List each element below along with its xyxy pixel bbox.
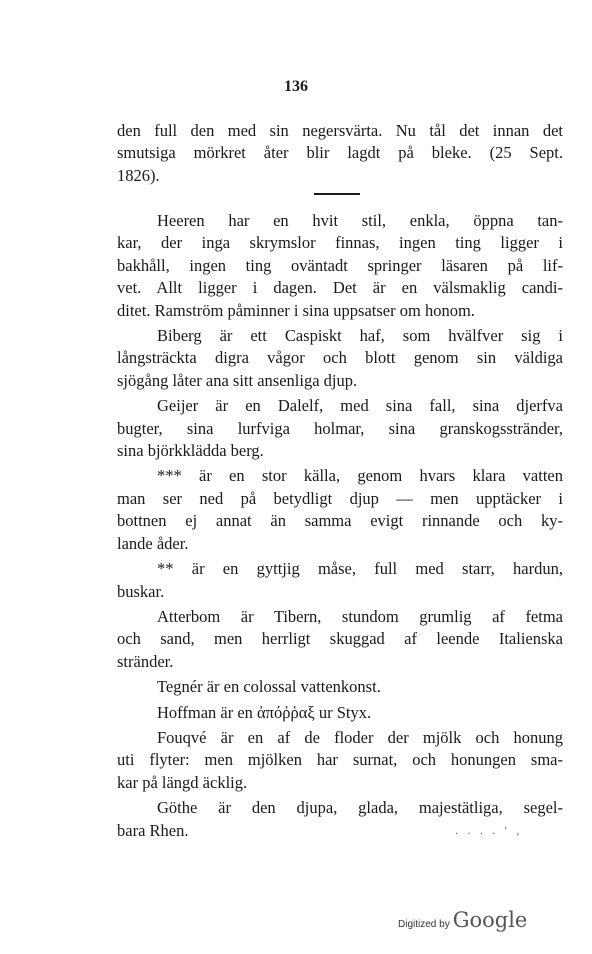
text-line: Fouqvé är en af de floder der mjölk och honung — [157, 727, 563, 747]
paragraph — [117, 676, 563, 698]
text-line: bara Rhen. — [117, 820, 189, 840]
text-line: och sand, men herrligt skuggad af leende Italienska — [117, 629, 563, 649]
paragraph — [117, 558, 563, 603]
text-line: man ser ned på betydligt djup — men upptäcker i — [117, 488, 563, 508]
text-line: *** är en stor källa, genom hvars klara vatten — [157, 466, 563, 486]
intro-text — [117, 120, 563, 187]
digitized-watermark — [398, 908, 527, 932]
paragraph — [117, 702, 563, 724]
text-line: Hoffman är en ἀπόῤῥαξ ur Styx. — [157, 702, 372, 722]
text-line: Heeren har en hvit stil, enkla, öppna tan- — [157, 211, 563, 230]
text-line: buskar. — [117, 581, 165, 601]
text-line: långsträckta digra vågor och blott genom sin väldiga — [117, 348, 563, 368]
text-line: Göthe är den djupa, glada, majestätliga, segel- — [157, 798, 563, 818]
text-line: sina björkklädda berg. — [117, 441, 264, 461]
text-line: smutsiga mörkret åter blir lagdt på bleke. (25 Sept. — [117, 143, 563, 163]
text-line: uti flyter: men mjölken har surnat, och honungen sma- — [117, 750, 563, 770]
text-line: stränder. — [117, 651, 174, 671]
text-line: lande åder. — [117, 533, 189, 553]
text-line: kar på längd äcklig. — [117, 772, 248, 792]
digitized-prefix: Digitized by — [398, 919, 450, 930]
text-line: ** är en gyttjig måse, full med starr, hardun, — [157, 559, 563, 579]
footer-mark: . . . . ' , — [455, 826, 523, 837]
text-line: sjögång låter ana sitt ansenliga djup. — [117, 370, 358, 390]
page-number: 136 — [284, 78, 308, 95]
body-text — [117, 210, 563, 845]
text-line: Atterbom är Tibern, stundom grumlig af fetma — [157, 606, 563, 626]
paragraph — [117, 325, 563, 392]
google-logo: Google — [452, 908, 528, 932]
paragraph — [117, 606, 563, 673]
text-line: den full den med sin negersvärta. Nu tål det innan det — [117, 121, 563, 140]
text-line: ditet. Ramström påminner i sina uppsatser om honom. — [117, 300, 475, 320]
paragraph — [117, 465, 563, 555]
text-line: Tegnér är en colossal vattenkonst. — [157, 677, 381, 697]
text-line: Biberg är ett Caspiskt haf, som hvälfver sig i — [157, 326, 563, 346]
text-line: bugter, sina lurfviga holmar, sina granskogsstränder, — [117, 418, 563, 438]
text-line: vet. Allt ligger i dagen. Det är en välsmaklig candi- — [117, 278, 563, 298]
text-line: bottnen ej annat än samma evigt rinnande och ky- — [117, 511, 563, 531]
paragraph — [117, 210, 563, 322]
text-line: Geijer är en Dalelf, med sina fall, sina djerfva — [157, 396, 563, 416]
text-line: bakhåll, ingen ting oväntadt springer läsaren på lif- — [117, 255, 563, 275]
text-line: kar, der inga skrymslor finnas, ingen ting ligger i — [117, 233, 563, 253]
text-line: 1826). — [117, 165, 160, 185]
paragraph — [117, 395, 563, 462]
section-divider — [314, 193, 360, 195]
paragraph — [117, 727, 563, 794]
